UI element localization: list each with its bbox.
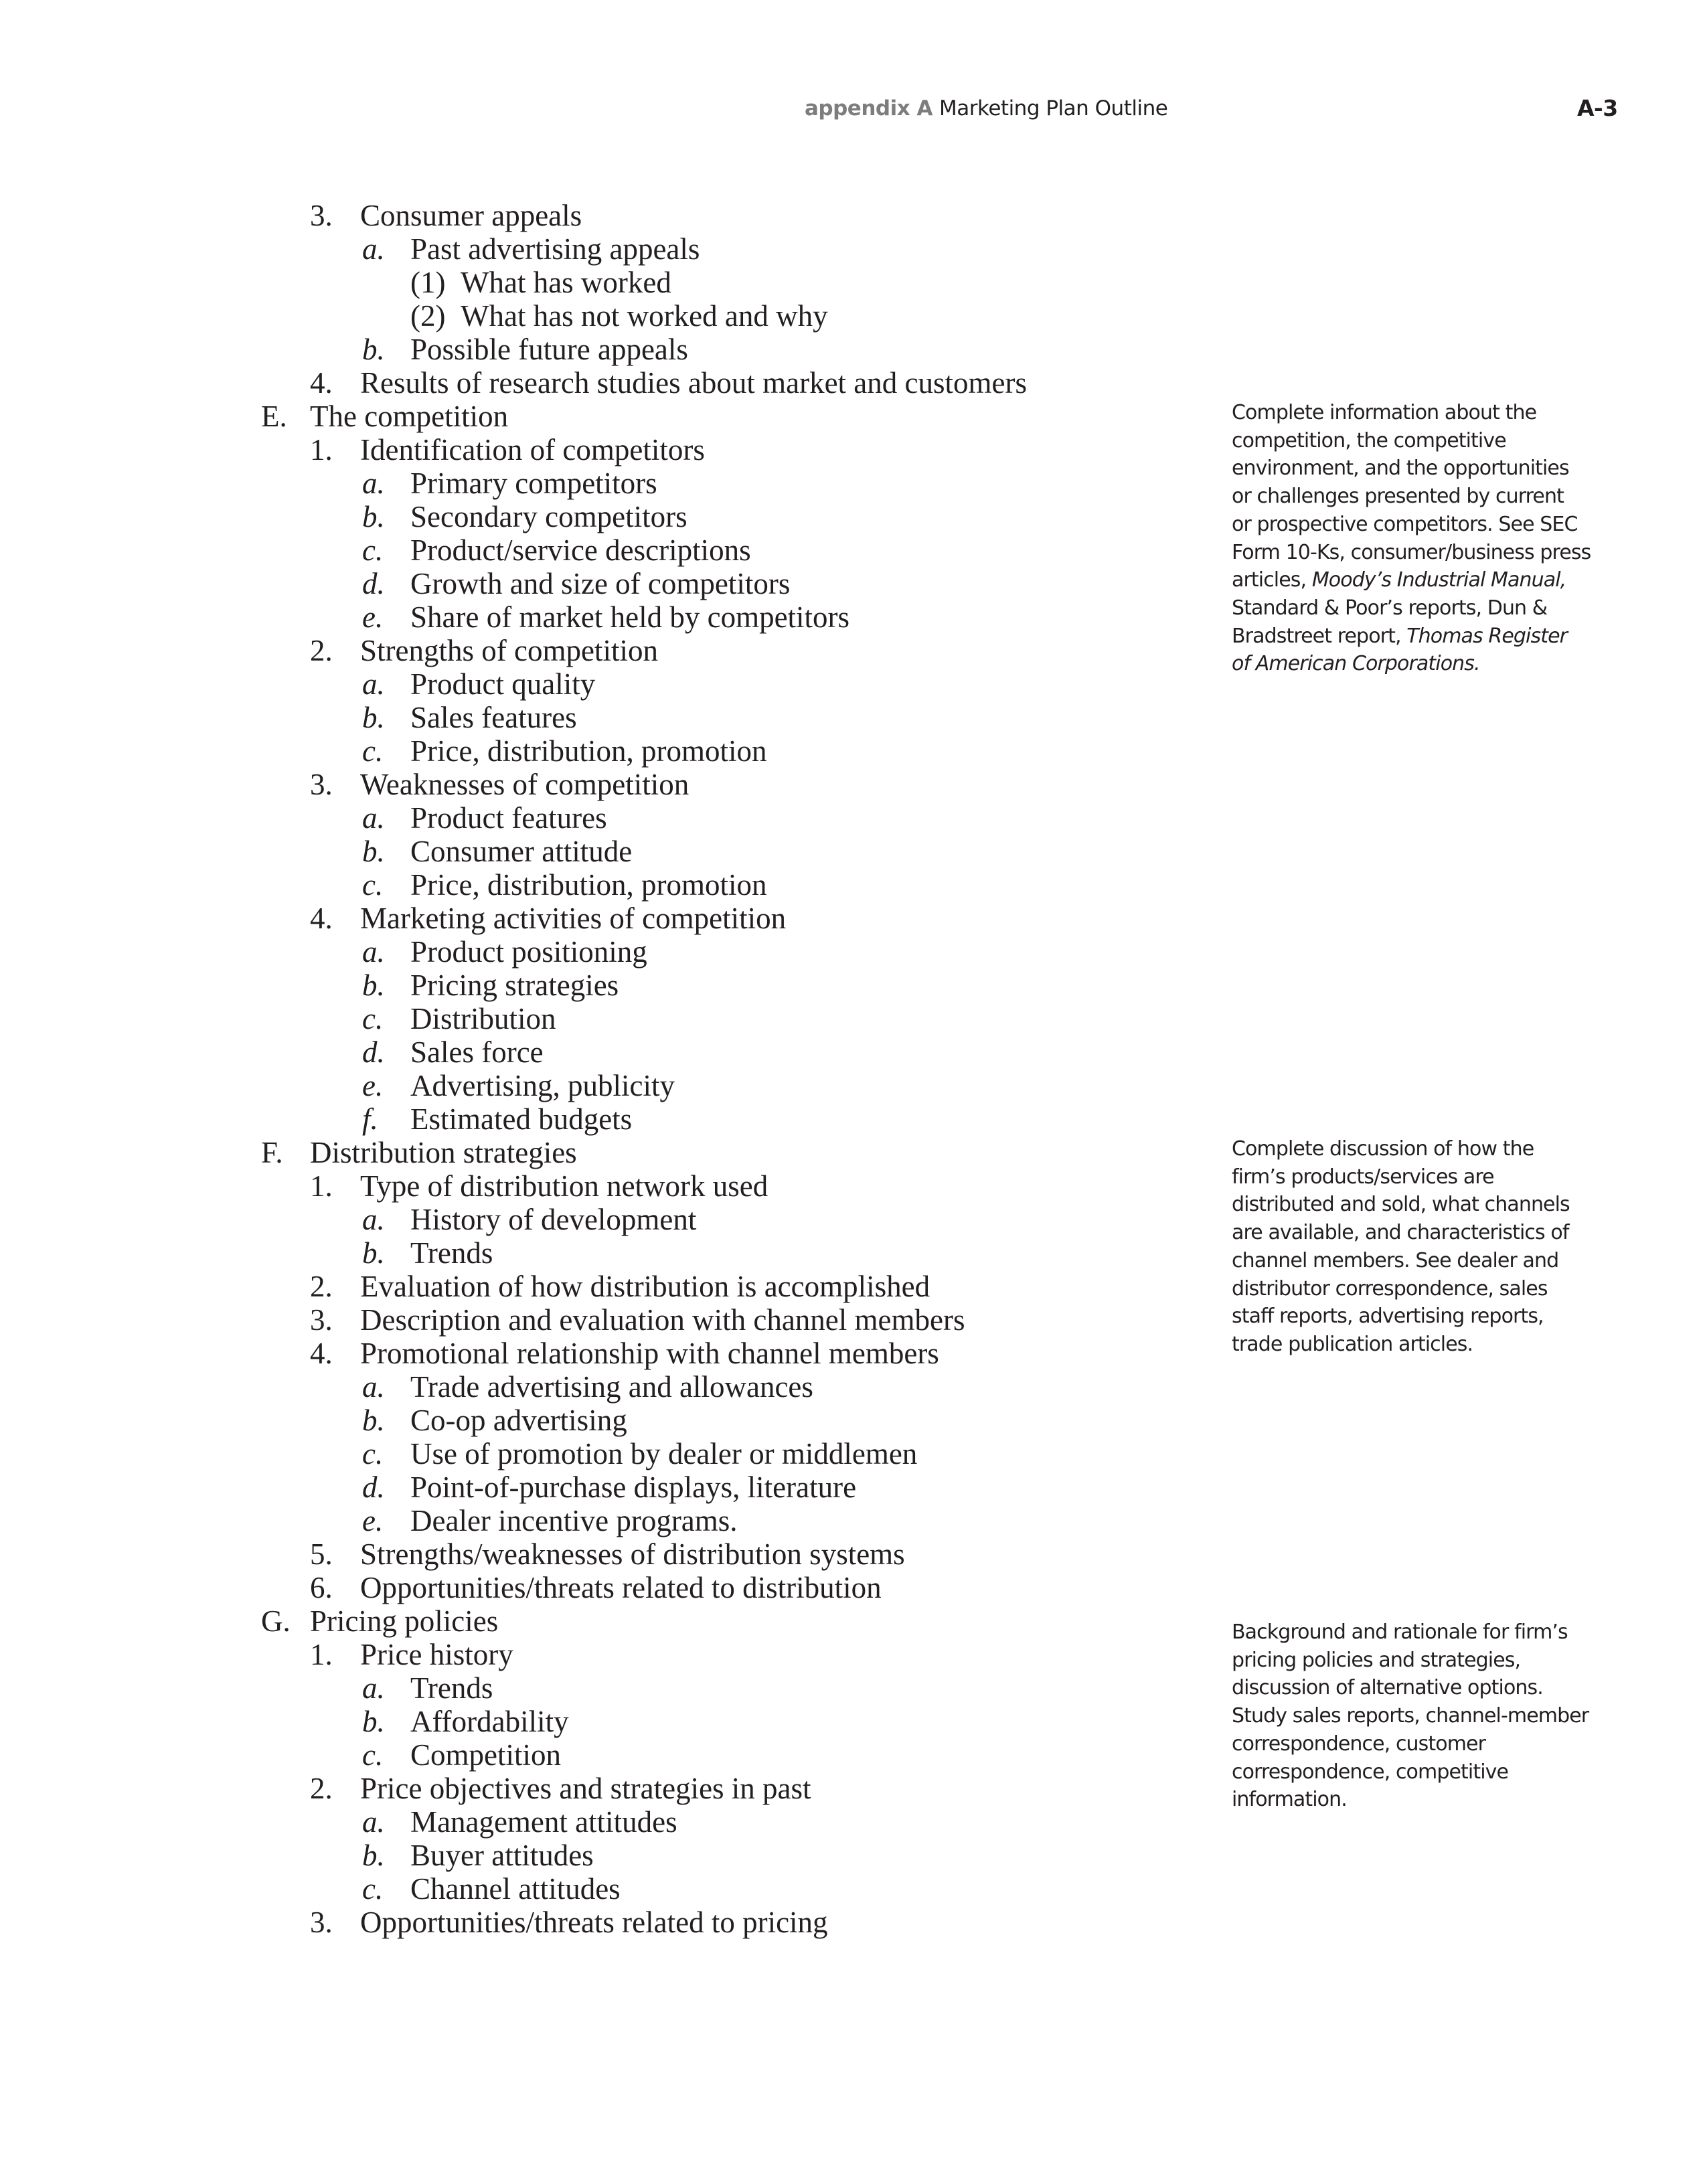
outline-marker: a.	[362, 1370, 385, 1404]
outline-marker: b.	[362, 1236, 385, 1270]
outline-marker: 1.	[310, 1638, 333, 1671]
outline-marker: a.	[362, 1203, 385, 1236]
outline-text: Management attitudes	[410, 1805, 677, 1839]
margin-note-line	[1232, 1191, 1633, 1219]
outline-text: Consumer attitude	[410, 835, 633, 868]
outline-text: Trends	[410, 1671, 493, 1705]
outline-text: Identification of competitors	[360, 433, 705, 467]
outline-text: Price, distribution, promotion	[410, 868, 767, 902]
outline-text: Trade advertising and allowances	[410, 1370, 813, 1404]
outline-marker: 6.	[310, 1571, 333, 1604]
outline-text: Price objectives and strategies in past	[360, 1772, 811, 1805]
outline-marker: c.	[362, 533, 384, 567]
outline-text: Channel attitudes	[410, 1872, 621, 1906]
note-text: Complete discussion of how the	[1232, 1137, 1534, 1161]
margin-note-line	[1232, 650, 1633, 678]
note-text: competition, the competitive	[1232, 428, 1506, 452]
outline-marker: c.	[362, 1002, 384, 1035]
outline-marker: G.	[261, 1604, 291, 1638]
outline-marker: d.	[362, 567, 385, 600]
outline-text: Possible future appeals	[410, 333, 688, 366]
outline-text: Trends	[410, 1236, 493, 1270]
outline-marker: e.	[362, 600, 384, 634]
outline-text: Buyer attitudes	[410, 1839, 594, 1872]
outline-marker: e.	[362, 1504, 384, 1537]
outline-marker: d.	[362, 1035, 385, 1069]
outline-text: Product quality	[410, 667, 596, 701]
note-text: information.	[1232, 1788, 1347, 1812]
margin-note-line	[1232, 1219, 1633, 1247]
outline-text: What has not worked and why	[461, 299, 828, 333]
citation-title: of American Corporations.	[1232, 652, 1480, 676]
note-text: discussion of alternative options.	[1232, 1676, 1543, 1700]
margin-note-line	[1232, 594, 1633, 622]
margin-note-line	[1232, 566, 1633, 594]
note-text: Background and rationale for firm’s	[1232, 1620, 1568, 1644]
outline-text: Consumer appeals	[360, 199, 582, 232]
outline-marker: a.	[362, 667, 385, 701]
outline-marker: 4.	[310, 1337, 333, 1370]
outline-marker: 1.	[310, 1169, 333, 1203]
note-text: articles,	[1232, 568, 1312, 592]
outline-marker: a.	[362, 801, 385, 835]
note-text: are available, and characteristics of	[1232, 1221, 1569, 1245]
outline-text: Co-op advertising	[410, 1404, 627, 1437]
note-text: Complete information about the	[1232, 401, 1537, 424]
outline-text: Sales features	[410, 701, 577, 734]
note-text: trade publication articles.	[1232, 1332, 1473, 1356]
page-number: A-3	[1577, 95, 1618, 121]
outline-marker: a.	[362, 935, 385, 969]
outline-marker: 3.	[310, 1303, 333, 1337]
margin-note-line	[1232, 454, 1633, 483]
note-text: staff reports, advertising reports,	[1232, 1305, 1544, 1329]
running-head	[0, 0, 1707, 134]
margin-note-line	[1232, 1647, 1633, 1675]
outline-text: Pricing strategies	[410, 969, 619, 1002]
outline-text: Price history	[360, 1638, 513, 1671]
outline-marker: a.	[362, 1671, 385, 1705]
outline-text: Point-of-purchase displays, literature	[410, 1471, 857, 1504]
margin-note-line	[1232, 1135, 1633, 1163]
note-text: or challenges presented by current	[1232, 485, 1564, 509]
outline-marker: c.	[362, 1872, 384, 1906]
outline-marker: 1.	[310, 433, 333, 467]
outline-marker: b.	[362, 1404, 385, 1437]
outline-text: Description and evaluation with channel members	[360, 1303, 965, 1337]
outline-text: Past advertising appeals	[410, 232, 700, 266]
outline-marker: 4.	[310, 902, 333, 935]
outline-text: Type of distribution network used	[360, 1169, 768, 1203]
note-text: channel members. See dealer and	[1232, 1248, 1559, 1272]
outline-marker: e.	[362, 1069, 384, 1102]
outline-marker: c.	[362, 734, 384, 768]
note-text: environment, and the opportunities	[1232, 456, 1569, 481]
margin-note-line	[1232, 1275, 1633, 1303]
outline-text: The competition	[310, 400, 509, 433]
margin-note-line	[1232, 511, 1633, 539]
margin-note-line	[1232, 1331, 1633, 1359]
margin-note-line	[1232, 427, 1633, 455]
outline-marker: F.	[261, 1136, 283, 1169]
note-text: firm’s products/services are	[1232, 1165, 1494, 1189]
margin-note-competition	[1232, 399, 1633, 678]
outline-marker: a.	[362, 467, 385, 500]
note-text: correspondence, competitive	[1232, 1760, 1509, 1784]
outline-text: Use of promotion by dealer or middlemen	[410, 1437, 918, 1471]
outline-marker: 2.	[310, 1270, 333, 1303]
outline-marker: a.	[362, 232, 385, 266]
outline-marker: c.	[362, 1437, 384, 1471]
margin-note-line	[1232, 399, 1633, 427]
note-text: correspondence, customer	[1232, 1732, 1486, 1756]
citation-title: Thomas Register	[1406, 624, 1568, 648]
outline-marker: b.	[362, 1839, 385, 1872]
margin-note-distribution	[1232, 1135, 1633, 1359]
margin-note-line	[1232, 622, 1633, 651]
outline-marker: (2)	[410, 299, 446, 333]
note-text: or prospective competitors. See SEC	[1232, 512, 1578, 536]
margin-note-pricing	[1232, 1618, 1633, 1814]
outline-text: Product positioning	[410, 935, 647, 969]
outline-text: Product features	[410, 801, 607, 835]
outline-text: Promotional relationship with channel members	[360, 1337, 939, 1370]
note-text: Standard & Poor’s reports, Dun &	[1232, 596, 1548, 620]
margin-note-line	[1232, 1786, 1633, 1814]
outline-text: Results of research studies about market and customers	[360, 366, 1027, 400]
margin-note-line	[1232, 1674, 1633, 1702]
margin-note-line	[1232, 1618, 1633, 1647]
outline-text: Product/service descriptions	[410, 533, 751, 567]
chapter-title: Marketing Plan Outline	[939, 96, 1168, 120]
outline-marker: b.	[362, 969, 385, 1002]
appendix-label: appendix A	[805, 96, 932, 120]
outline-text: Distribution strategies	[310, 1136, 577, 1169]
margin-note-line	[1232, 483, 1633, 511]
outline-marker: b.	[362, 1705, 385, 1738]
outline-marker: d.	[362, 1471, 385, 1504]
note-text: pricing policies and strategies,	[1232, 1648, 1521, 1672]
note-text: distributed and sold, what channels	[1232, 1193, 1570, 1217]
margin-note-line	[1232, 1702, 1633, 1730]
outline-text: Primary competitors	[410, 467, 657, 500]
margin-note-line	[1232, 1163, 1633, 1191]
outline-text: Opportunities/threats related to pricing	[360, 1906, 828, 1939]
outline-marker: 3.	[310, 199, 333, 232]
outline-marker: 3.	[310, 768, 333, 801]
outline-marker: b.	[362, 835, 385, 868]
outline-marker: 2.	[310, 634, 333, 667]
outline-text: Share of market held by competitors	[410, 600, 850, 634]
note-text: distributor correspondence, sales	[1232, 1276, 1548, 1300]
outline-marker: a.	[362, 1805, 385, 1839]
outline-marker: b.	[362, 333, 385, 366]
outline-text: Competition	[410, 1738, 561, 1772]
outline-marker: E.	[261, 400, 287, 433]
running-head-section	[805, 94, 1167, 123]
outline-marker: f.	[362, 1102, 378, 1136]
outline-text: Price, distribution, promotion	[410, 734, 767, 768]
outline-marker: (1)	[410, 266, 446, 299]
outline-text: History of development	[410, 1203, 697, 1236]
margin-note-line	[1232, 1758, 1633, 1786]
margin-note-line	[1232, 539, 1633, 567]
outline-marker: 4.	[310, 366, 333, 400]
outline-marker: c.	[362, 1738, 384, 1772]
margin-note-line	[1232, 1730, 1633, 1758]
outline-text: Advertising, publicity	[410, 1069, 675, 1102]
outline-text: Pricing policies	[310, 1604, 499, 1638]
outline-marker: 2.	[310, 1772, 333, 1805]
outline-text: Weaknesses of competition	[360, 768, 689, 801]
margin-note-line	[1232, 1247, 1633, 1275]
outline-text: Dealer incentive programs.	[410, 1504, 738, 1537]
note-text: Bradstreet report,	[1232, 624, 1407, 648]
note-text: Study sales reports, channel-member	[1232, 1704, 1589, 1728]
outline-text: Evaluation of how distribution is accomplished	[360, 1270, 930, 1303]
outline-text: Marketing activities of competition	[360, 902, 787, 935]
outline-text: Opportunities/threats related to distribution	[360, 1571, 882, 1604]
outline-text: Affordability	[410, 1705, 569, 1738]
note-text: Form 10-Ks, consumer/business press	[1232, 540, 1591, 564]
outline-text: Sales force	[410, 1035, 544, 1069]
outline-text: Strengths/weaknesses of distribution systems	[360, 1537, 905, 1571]
outline-marker: 3.	[310, 1906, 333, 1939]
outline-marker: c.	[362, 868, 384, 902]
outline-text: What has worked	[461, 266, 671, 299]
citation-title: Moody’s Industrial Manual,	[1311, 568, 1566, 592]
outline-text: Estimated budgets	[410, 1102, 633, 1136]
margin-note-line	[1232, 1303, 1633, 1331]
outline-marker: b.	[362, 701, 385, 734]
outline-text: Growth and size of competitors	[410, 567, 791, 600]
outline-text: Strengths of competition	[360, 634, 658, 667]
outline-marker: 5.	[310, 1537, 333, 1571]
outline-text: Secondary competitors	[410, 500, 687, 533]
outline-text: Distribution	[410, 1002, 556, 1035]
outline-marker: b.	[362, 500, 385, 533]
